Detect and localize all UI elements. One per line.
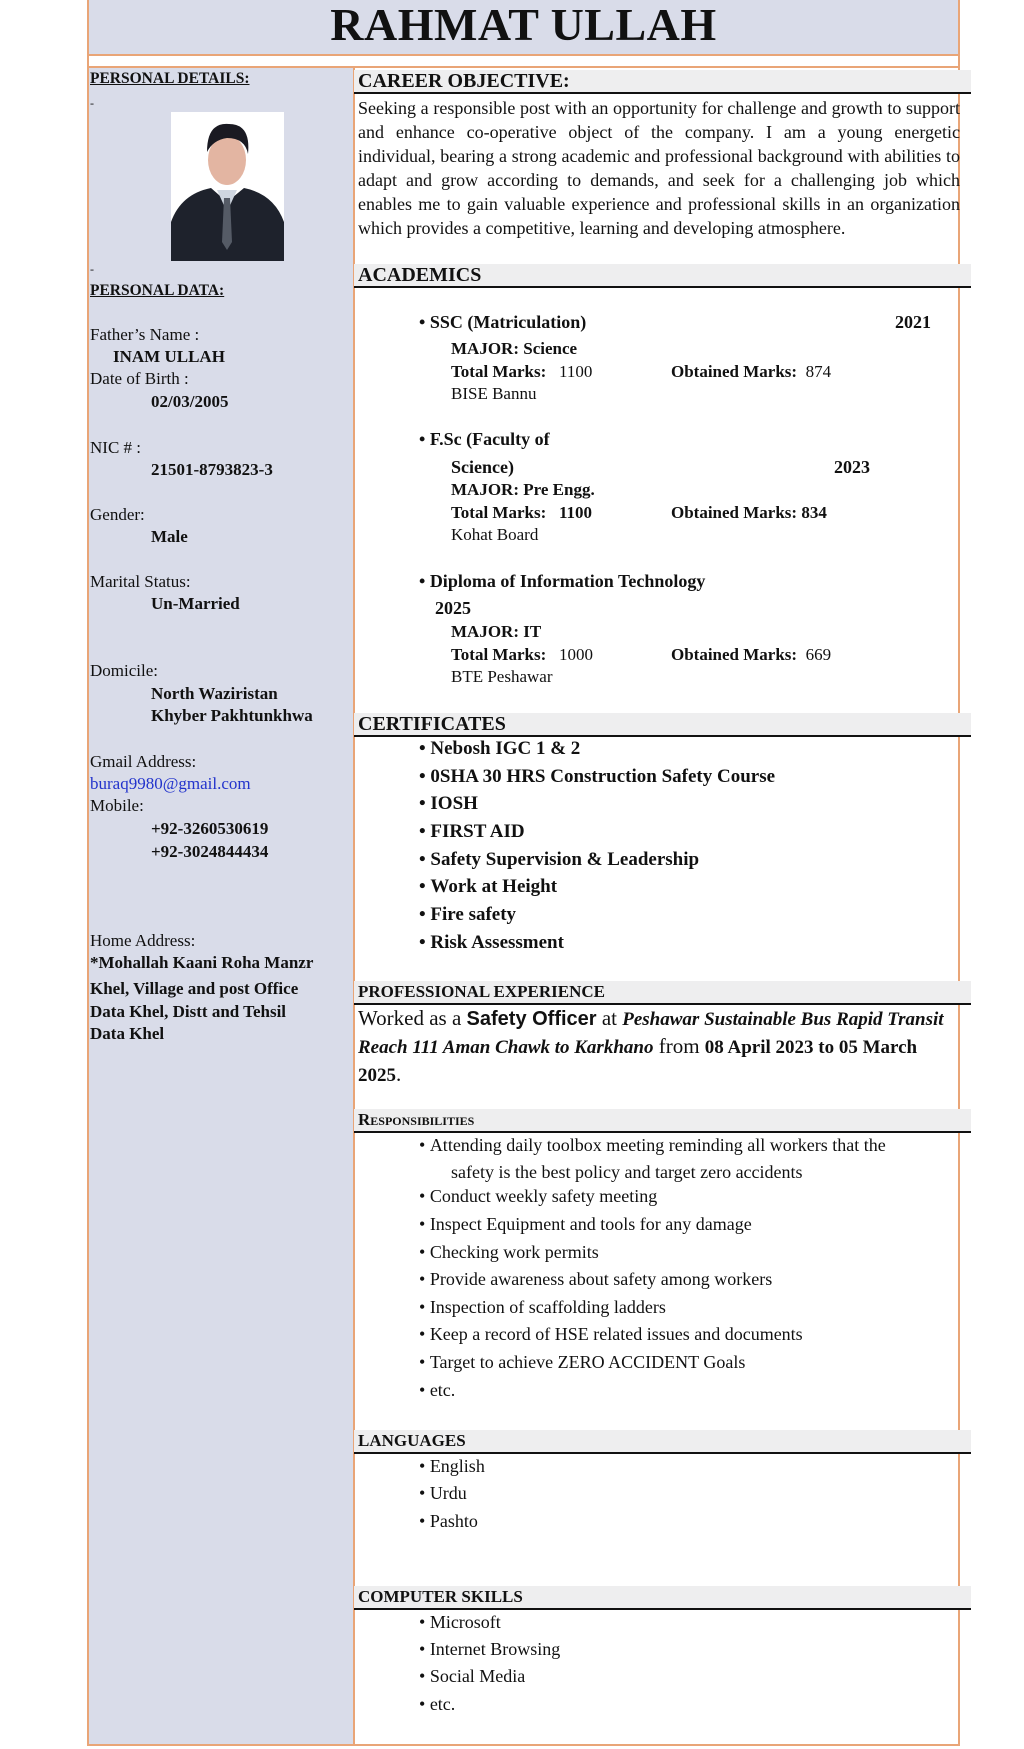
section-title: CAREER OBJECTIVE:	[358, 70, 570, 92]
certificate-item: • IOSH	[419, 793, 478, 814]
address-line: Khel, Village and post Office	[90, 979, 299, 998]
personal-details-heading: PERSONAL DETAILS:	[90, 70, 250, 87]
gender-label: Gender:	[90, 505, 145, 524]
obtained-marks: Obtained Marks: 874	[671, 362, 832, 381]
certificate-item: • Nebosh IGC 1 & 2	[419, 738, 581, 759]
domicile-1: North Waziristan	[151, 684, 278, 703]
skill-item: • Microsoft	[419, 1612, 501, 1632]
section-title: LANGUAGES	[358, 1431, 466, 1450]
fathers-name-label: Father’s Name :	[90, 325, 200, 344]
academics-heading	[354, 264, 971, 288]
experience-text: Worked as a Safety Officer at Peshawar Sustainable Bus Rapid Transit Reach 111 Aman Chawk to Karkhano from 08 April 2023 to 05 March 2025.	[358, 1006, 944, 1086]
marital-status: Un-Married	[151, 594, 240, 613]
nic-label: NIC # :	[90, 438, 141, 457]
academic-title: • Diploma of Information Technology	[419, 571, 706, 591]
career-objective-heading	[354, 70, 971, 94]
mobile-1: +92-3260530619	[151, 819, 269, 838]
academic-title-cont: Science)	[451, 457, 514, 477]
academic-major: MAJOR: IT	[451, 622, 542, 641]
obtained-marks: Obtained Marks: 834	[671, 503, 827, 522]
academic-title: • SSC (Matriculation)	[419, 312, 587, 332]
address-line: *Mohallah Kaani Roha Manzr	[90, 953, 314, 972]
certificate-item: • Fire safety	[419, 904, 517, 925]
computer-skills-heading	[354, 1586, 971, 1610]
total-marks: Total Marks: 1100	[451, 503, 593, 522]
academic-title: • F.Sc (Faculty of	[419, 429, 550, 449]
responsibility-item-cont: safety is the best policy and target zero accidents	[451, 1162, 803, 1182]
address-line: Data Khel	[90, 1024, 165, 1043]
certificate-item: • 0SHA 30 HRS Construction Safety Course	[419, 766, 776, 787]
skill-item: • Internet Browsing	[419, 1639, 561, 1659]
profile-photo	[171, 112, 284, 261]
marital-label: Marital Status:	[90, 572, 191, 591]
academic-major: MAJOR: Pre Engg.	[451, 480, 595, 499]
address-line: Data Khel, Distt and Tehsil	[90, 1002, 287, 1021]
header-divider	[87, 56, 960, 68]
responsibility-item: • Provide awareness about safety among workers	[419, 1269, 773, 1289]
domicile-label: Domicile:	[90, 661, 158, 680]
degree: Diploma of Information Technology	[429, 571, 706, 591]
total-marks: Total Marks: 1100	[451, 362, 593, 381]
degree: SSC (Matriculation)	[429, 312, 587, 332]
responsibility-item: • Inspection of scaffolding ladders	[419, 1297, 666, 1317]
section-title: CERTIFICATES	[358, 713, 506, 735]
board: BISE Bannu	[451, 384, 537, 403]
domicile-2: Khyber Pakhtunkhwa	[151, 706, 313, 725]
degree: F.Sc (Faculty of	[429, 429, 550, 449]
certificate-item: • FIRST AID	[419, 821, 525, 842]
section-title: COMPUTER SKILLS	[358, 1587, 523, 1606]
responsibility-item: • Inspect Equipment and tools for any damage	[419, 1214, 752, 1234]
mobile-2: +92-3024844434	[151, 842, 269, 861]
gmail-label: Gmail Address:	[90, 752, 197, 771]
section-title: ACADEMICS	[358, 264, 482, 286]
dob: 02/03/2005	[151, 392, 229, 411]
fathers-name: INAM ULLAH	[113, 347, 225, 366]
sidebar	[87, 68, 355, 1746]
languages-heading	[354, 1430, 971, 1454]
certificate-item: • Work at Height	[419, 876, 558, 897]
gmail-link[interactable]: buraq9980@gmail.com	[90, 774, 251, 793]
academic-major: MAJOR: Science	[451, 339, 578, 358]
personal-data-heading: PERSONAL DATA:	[90, 282, 225, 299]
section-title: PROFESSIONAL EXPERIENCE	[358, 982, 606, 1001]
responsibility-item: • Target to achieve ZERO ACCIDENT Goals	[419, 1352, 746, 1372]
responsibility-item: • Keep a record of HSE related issues and documents	[419, 1324, 803, 1344]
section-title: Responsibilities	[358, 1110, 475, 1129]
responsibility-item: • Attending daily toolbox meeting reminding all workers that the	[419, 1135, 886, 1155]
certificate-item: • Safety Supervision & Leadership	[419, 849, 700, 870]
responsibility-item: • Checking work permits	[419, 1242, 599, 1262]
language-item: • English	[419, 1456, 485, 1476]
board: BTE Peshawar	[451, 667, 553, 686]
responsibility-item: • etc.	[419, 1380, 456, 1400]
nic: 21501-8793823-3	[151, 460, 273, 479]
board: Kohat Board	[451, 525, 539, 544]
dob-label: Date of Birth :	[90, 369, 189, 388]
header	[87, 0, 960, 56]
skill-item: • Social Media	[419, 1666, 526, 1686]
academic-year: 2023	[834, 457, 870, 477]
language-item: • Pashto	[419, 1511, 478, 1531]
academic-year: 2021	[895, 312, 931, 332]
obtained-marks: Obtained Marks: 669	[671, 645, 832, 664]
gender: Male	[151, 527, 188, 546]
career-objective-text: Seeking a responsible post with an opportunity for challenge and growth to support and enhance co-operative object of the company. I am a young energetic individual, bearing a strong academic and professional background with abilities to adapt and grow according to demands, and seek for a challenging job which enables me to gain valuable experience and professional skills in an organization which provides a competitive, learning and developing atmosphere.	[358, 98, 960, 238]
skill-item: • etc.	[419, 1694, 456, 1714]
academic-year: 2025	[435, 598, 471, 618]
responsibility-item: • Conduct weekly safety meeting	[419, 1186, 658, 1206]
certificate-item: • Risk Assessment	[419, 932, 564, 953]
responsibilities-heading	[354, 1109, 971, 1133]
language-item: • Urdu	[419, 1483, 467, 1503]
dash: -	[90, 96, 94, 110]
mobile-label: Mobile:	[90, 796, 144, 815]
dash: -	[90, 262, 94, 276]
address-label: Home Address:	[90, 931, 196, 950]
certificates-heading	[354, 713, 971, 737]
candidate-name: RAHMAT ULLAH	[330, 0, 717, 50]
total-marks: Total Marks: 1000	[451, 645, 593, 664]
experience-heading	[354, 981, 971, 1005]
